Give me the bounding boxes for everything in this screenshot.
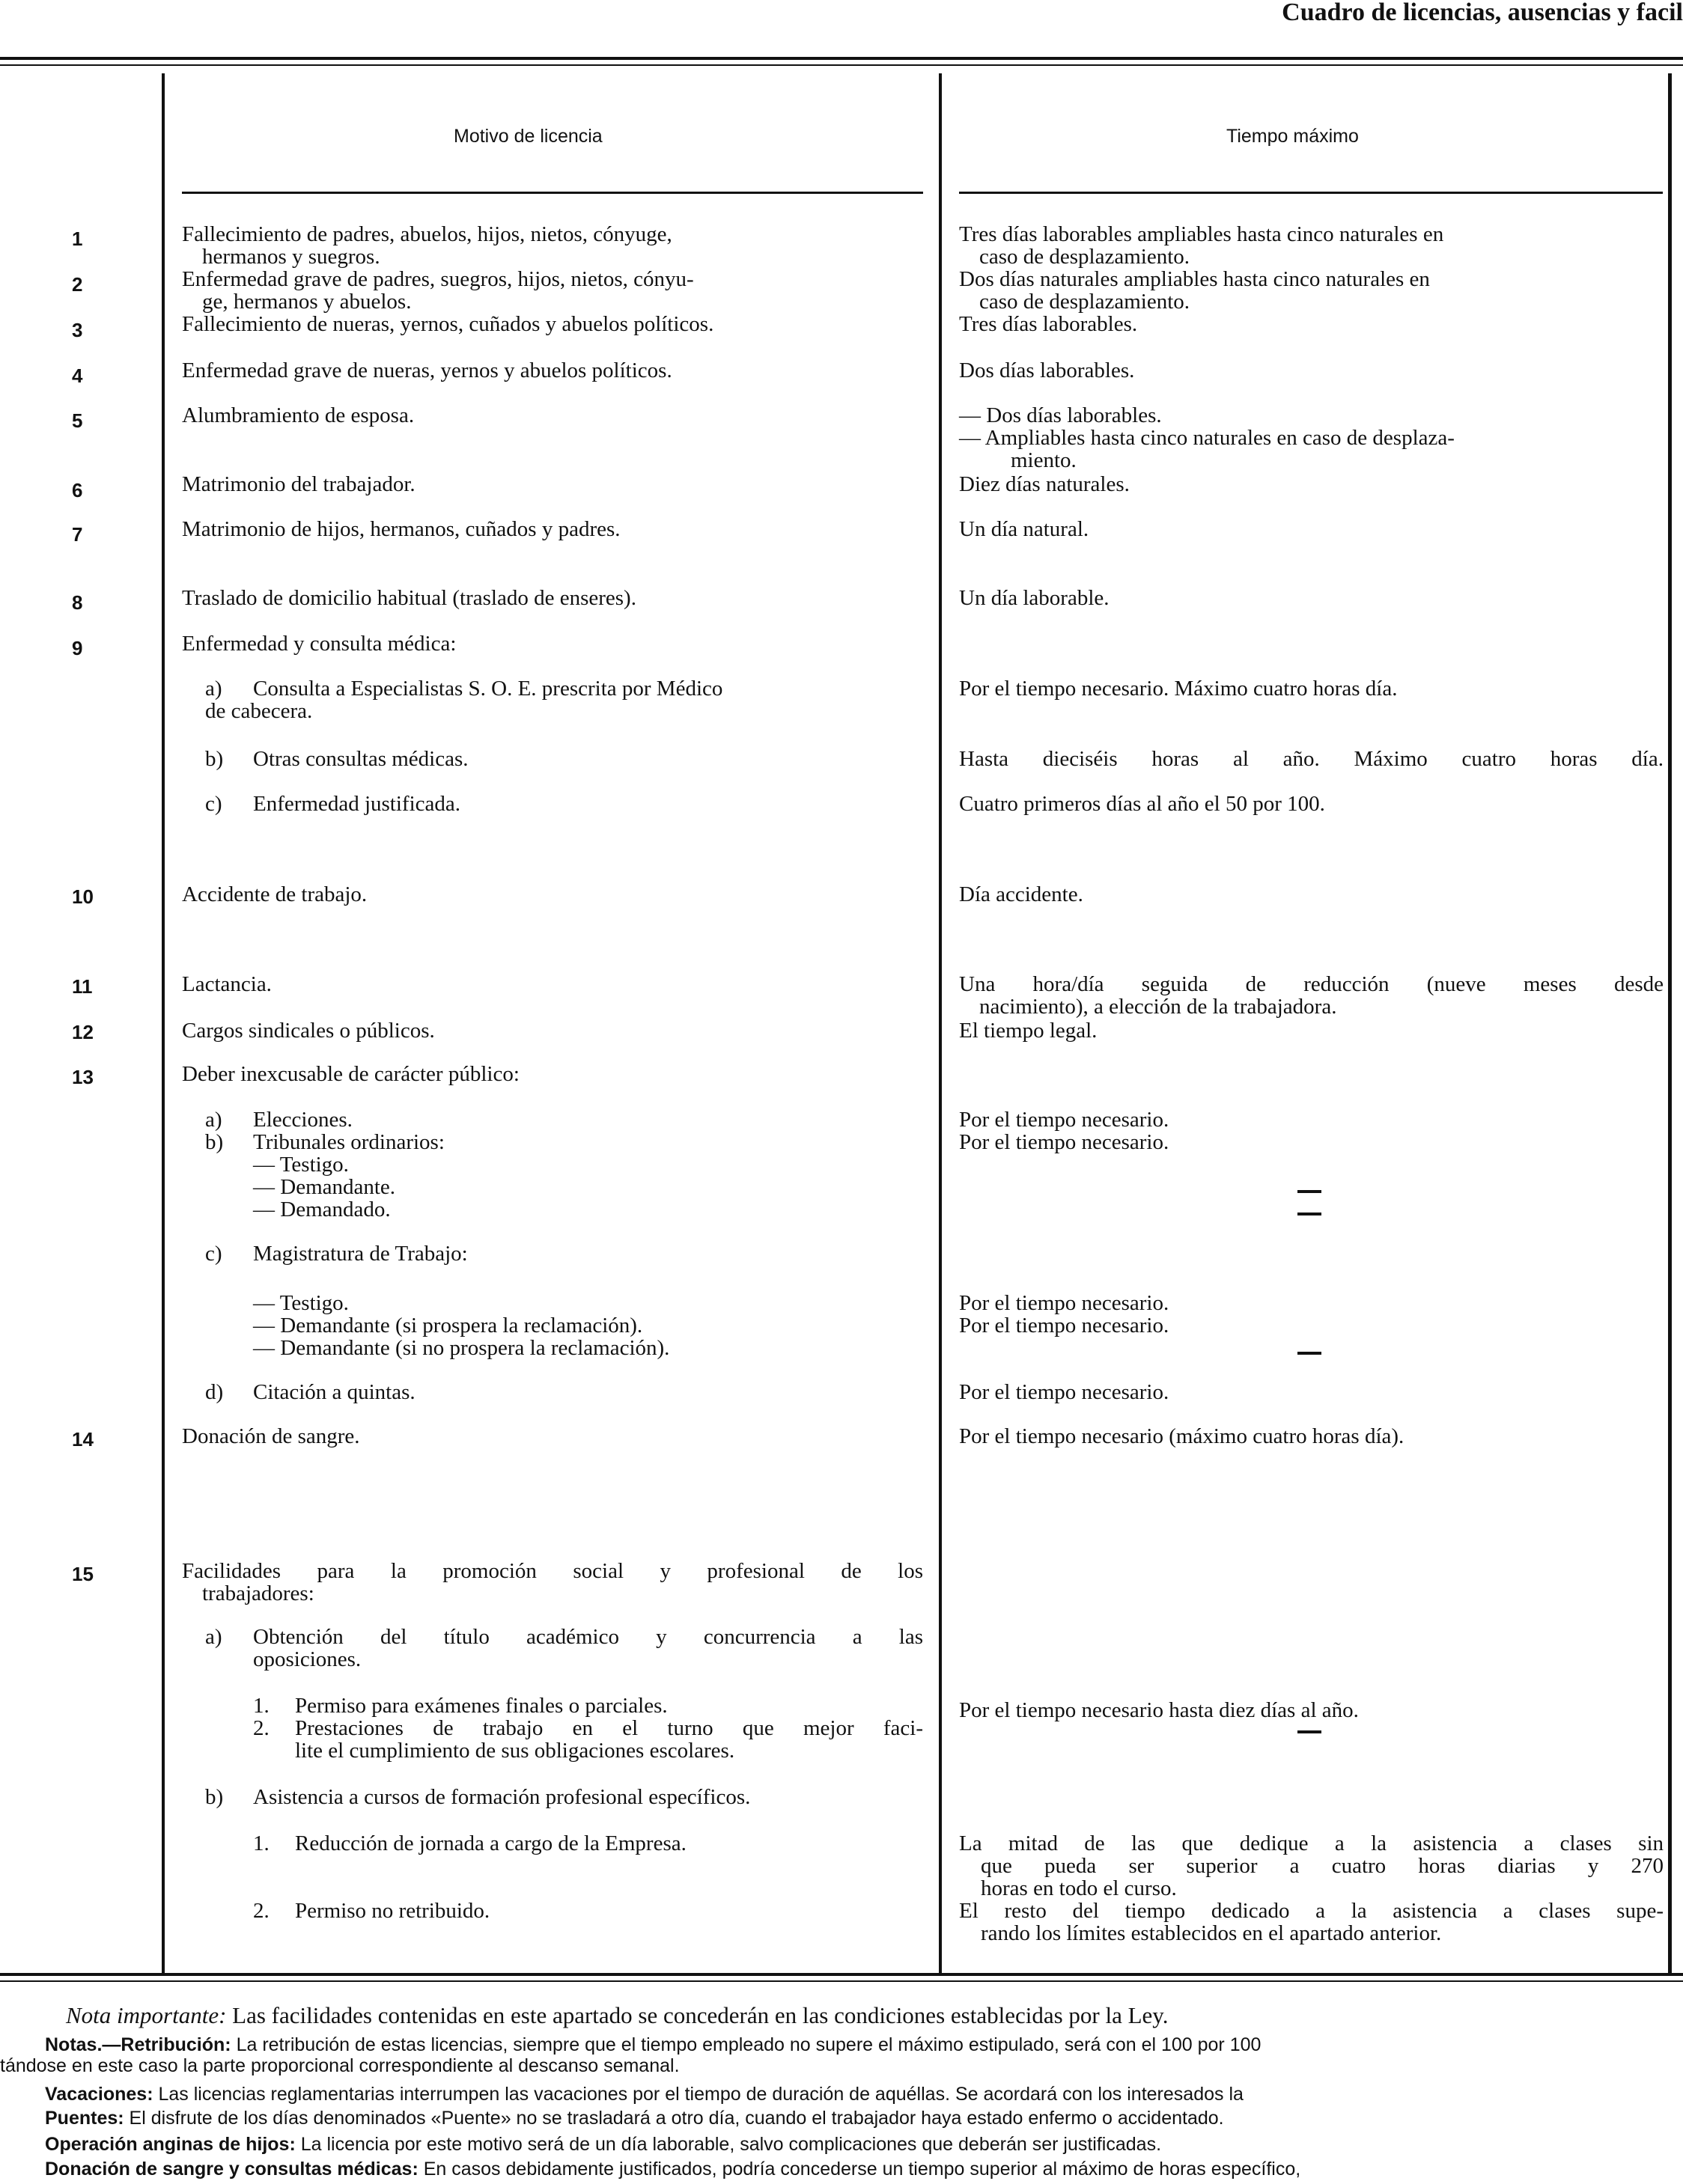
- list-item: Prestaciones de trabajo en el turno que mejor faci-: [295, 1716, 923, 1740]
- row-number: 2: [72, 273, 83, 296]
- note-line: [0, 2055, 1683, 2077]
- header-underline-right: [959, 192, 1663, 194]
- list-item: — Testigo.: [253, 1153, 349, 1177]
- list-item: lite el cumplimiento de sus obligaciones escolares.: [295, 1739, 735, 1763]
- note-line: [45, 2158, 1683, 2180]
- list-number: 2.: [253, 1716, 270, 1740]
- tiempo-line: Día accidente.: [959, 882, 1083, 906]
- motivo-line: Fallecimiento de padres, abuelos, hijos, nietos, cónyuge,: [182, 222, 672, 246]
- tiempo-line: nacimiento), a elección de la trabajadora.: [979, 995, 1337, 1019]
- note-line: [45, 2133, 1683, 2156]
- note-text: El disfrute de los días denominados «Puente» no se trasladará a otro día, cuando el trabajador haya estado enfermo o accidentado.: [124, 2108, 1224, 2129]
- nota-importante: [66, 2002, 1169, 2029]
- tiempo-line: rando los límites establecidos en el apartado anterior.: [981, 1921, 1442, 1945]
- tiempo-line: Por el tiempo necesario.: [959, 1130, 1169, 1154]
- motivo-line: trabajadores:: [202, 1581, 314, 1605]
- column-header-motivo: Motivo de licencia: [454, 126, 603, 147]
- motivo-line: Enfermedad y consulta médica:: [182, 632, 457, 656]
- row-number: 11: [72, 975, 93, 998]
- note-label: Donación de sangre y consultas médicas:: [45, 2159, 419, 2180]
- running-header: Cuadro de licencias, ausencias y facil: [1282, 0, 1683, 26]
- list-item: — Demandante (si prospera la reclamación).: [253, 1314, 643, 1337]
- motivo-line: Magistratura de Trabajo:: [253, 1242, 468, 1266]
- tiempo-line: La mitad de las que dedique a la asistencia a clases sin: [959, 1831, 1664, 1855]
- note-text: tándose en este caso la parte proporcional correspondiente al descanso semanal.: [0, 2055, 680, 2076]
- note-text: Las licencias reglamentarias interrumpen las vacaciones por el tiempo de duración de aquéllas. Se acordará con los interesados la: [153, 2084, 1244, 2105]
- tiempo-line: caso de desplazamiento.: [979, 290, 1190, 314]
- tiempo-line: Por el tiempo necesario.: [959, 1380, 1169, 1404]
- tiempo-line: Por el tiempo necesario hasta diez días al año.: [959, 1698, 1359, 1722]
- nota-text: Las facilidades contenidas en este apartado se concederán en las condiciones establecidas por la Ley.: [226, 2002, 1169, 2028]
- motivo-line: Matrimonio de hijos, hermanos, cuñados y padres.: [182, 517, 621, 541]
- row-number: 1: [72, 228, 83, 250]
- tiempo-line: Por el tiempo necesario.: [959, 1291, 1169, 1315]
- motivo-line: Elecciones.: [253, 1108, 353, 1132]
- column-divider-middle: [939, 73, 942, 1974]
- dash-mark: [1297, 1352, 1321, 1355]
- tiempo-line: — Dos días laborables.: [959, 403, 1162, 427]
- motivo-line: ge, hermanos y abuelos.: [202, 290, 412, 314]
- top-rule-inner: [0, 64, 1683, 66]
- bottom-rule-inner: [0, 1980, 1683, 1982]
- motivo-line: Otras consultas médicas.: [253, 747, 469, 771]
- list-item: — Demandante (si no prospera la reclamación).: [253, 1336, 670, 1360]
- list-item: — Demandante.: [253, 1175, 396, 1199]
- tiempo-line: Una hora/día seguida de reducción (nueve meses desde: [959, 972, 1664, 996]
- tiempo-line: Por el tiempo necesario (máximo cuatro horas día).: [959, 1424, 1404, 1448]
- tiempo-line: Por el tiempo necesario.: [959, 1108, 1169, 1132]
- note-label: Vacaciones:: [45, 2084, 153, 2105]
- motivo-line: Citación a quintas.: [253, 1380, 416, 1404]
- note-line: [45, 2107, 1683, 2129]
- motivo-line: Lactancia.: [182, 972, 272, 996]
- motivo-line: Deber inexcusable de carácter público:: [182, 1062, 520, 1086]
- column-header-tiempo: Tiempo máximo: [1226, 126, 1359, 147]
- list-item: — Demandado.: [253, 1198, 391, 1221]
- tiempo-line: Cuatro primeros días al año el 50 por 100.: [959, 792, 1325, 816]
- row-number: 5: [72, 409, 83, 432]
- motivo-line: Matrimonio del trabajador.: [182, 472, 416, 496]
- tiempo-line: Un día laborable.: [959, 586, 1110, 610]
- list-item: — Testigo.: [253, 1291, 349, 1315]
- tiempo-line: Por el tiempo necesario. Máximo cuatro horas día.: [959, 677, 1398, 701]
- row-number: 14: [72, 1428, 94, 1451]
- row-number: 12: [72, 1021, 94, 1043]
- sub-label: b): [205, 747, 224, 771]
- row-number: 15: [72, 1563, 94, 1585]
- row-number: 3: [72, 319, 83, 341]
- dash-mark: [1297, 1730, 1321, 1733]
- note-line: [45, 2083, 1683, 2105]
- motivo-line: Enfermedad justificada.: [253, 792, 460, 816]
- note-label: Notas.—Retribución:: [45, 2034, 231, 2055]
- sub-label: a): [205, 1108, 222, 1132]
- motivo-line: hermanos y suegros.: [202, 245, 380, 269]
- tiempo-line: Tres días laborables.: [959, 312, 1138, 336]
- list-item: Permiso no retribuido.: [295, 1899, 490, 1923]
- list-item: Permiso para exámenes finales o parciales.: [295, 1694, 668, 1718]
- sub-label: d): [205, 1380, 224, 1404]
- row-number: 10: [72, 885, 94, 908]
- tiempo-line: Dos días naturales ampliables hasta cinco naturales en: [959, 267, 1430, 291]
- nota-label: Nota importante:: [66, 2002, 227, 2028]
- motivo-line: Donación de sangre.: [182, 1424, 360, 1448]
- row-number: 9: [72, 637, 83, 659]
- column-divider-left: [162, 73, 165, 1974]
- list-number: 1.: [253, 1831, 270, 1855]
- sub-label: b): [205, 1785, 224, 1809]
- bottom-rule: [0, 1973, 1683, 1976]
- row-number: 8: [72, 591, 83, 614]
- tiempo-line: Un día natural.: [959, 517, 1089, 541]
- tiempo-line: El resto del tiempo dedicado a la asistencia a clases supe-: [959, 1899, 1664, 1923]
- motivo-line: Tribunales ordinarios:: [253, 1130, 445, 1154]
- note-line: [45, 2034, 1683, 2056]
- tiempo-line: caso de desplazamiento.: [979, 245, 1190, 269]
- motivo-line: Alumbramiento de esposa.: [182, 403, 415, 427]
- dash-mark: [1297, 1213, 1321, 1215]
- motivo-line: Enfermedad grave de padres, suegros, hijos, nietos, cónyu-: [182, 267, 694, 291]
- list-number: 1.: [253, 1694, 270, 1718]
- sub-label: a): [205, 1625, 222, 1649]
- row-number: 4: [72, 364, 83, 387]
- tiempo-line: que pueda ser superior a cuatro horas diarias y 270: [981, 1854, 1664, 1878]
- dash-mark: [1297, 1190, 1321, 1193]
- motivo-line: de cabecera.: [205, 699, 313, 723]
- motivo-line: Cargos sindicales o públicos.: [182, 1019, 435, 1043]
- row-number: 6: [72, 479, 83, 501]
- tiempo-line: Diez días naturales.: [959, 472, 1130, 496]
- row-number: 7: [72, 523, 83, 546]
- row-number: 13: [72, 1066, 94, 1088]
- top-rule: [0, 57, 1683, 60]
- tiempo-line: El tiempo legal.: [959, 1019, 1098, 1043]
- motivo-line: Enfermedad grave de nueras, yernos y abuelos políticos.: [182, 359, 672, 382]
- note-text: La retribución de estas licencias, siempre que el tiempo empleado no supere el máximo estipulado, será con el 100 por 100: [231, 2034, 1262, 2055]
- tiempo-line: Hasta dieciséis horas al año. Máximo cuatro horas día.: [959, 747, 1664, 771]
- note-text: En casos debidamente justificados, podría concederse un tiempo superior al máximo de horas específico,: [418, 2159, 1301, 2180]
- note-label: Puentes:: [45, 2108, 124, 2129]
- motivo-line: Facilidades para la promoción social y profesional de los: [182, 1559, 923, 1583]
- tiempo-line: Por el tiempo necesario.: [959, 1314, 1169, 1337]
- motivo-line: Obtención del título académico y concurrencia a las: [253, 1625, 923, 1649]
- sub-label: c): [205, 1242, 222, 1266]
- tiempo-line: miento.: [1011, 448, 1077, 472]
- column-divider-right: [1668, 73, 1672, 1974]
- tiempo-line: horas en todo el curso.: [981, 1876, 1177, 1900]
- motivo-line: Traslado de domicilio habitual (traslado de enseres).: [182, 586, 636, 610]
- tiempo-line: — Ampliables hasta cinco naturales en caso de desplaza-: [959, 426, 1455, 450]
- sub-label: a): [205, 677, 222, 701]
- list-item: Reducción de jornada a cargo de la Empresa.: [295, 1831, 687, 1855]
- motivo-line: oposiciones.: [253, 1647, 362, 1671]
- note-text: La licencia por este motivo será de un día laborable, salvo complicaciones que deberán ser justificadas.: [295, 2134, 1162, 2155]
- sub-label: c): [205, 792, 222, 816]
- tiempo-line: Tres días laborables ampliables hasta cinco naturales en: [959, 222, 1444, 246]
- motivo-line: Accidente de trabajo.: [182, 882, 368, 906]
- motivo-line: Fallecimiento de nueras, yernos, cuñados y abuelos políticos.: [182, 312, 714, 336]
- list-number: 2.: [253, 1899, 270, 1923]
- sub-label: b): [205, 1130, 224, 1154]
- tiempo-line: Dos días laborables.: [959, 359, 1135, 382]
- note-label: Operación anginas de hijos:: [45, 2134, 296, 2155]
- motivo-line: Asistencia a cursos de formación profesional específicos.: [253, 1785, 751, 1809]
- motivo-line: Consulta a Especialistas S. O. E. prescrita por Médico: [253, 677, 723, 701]
- header-underline-left: [182, 192, 923, 194]
